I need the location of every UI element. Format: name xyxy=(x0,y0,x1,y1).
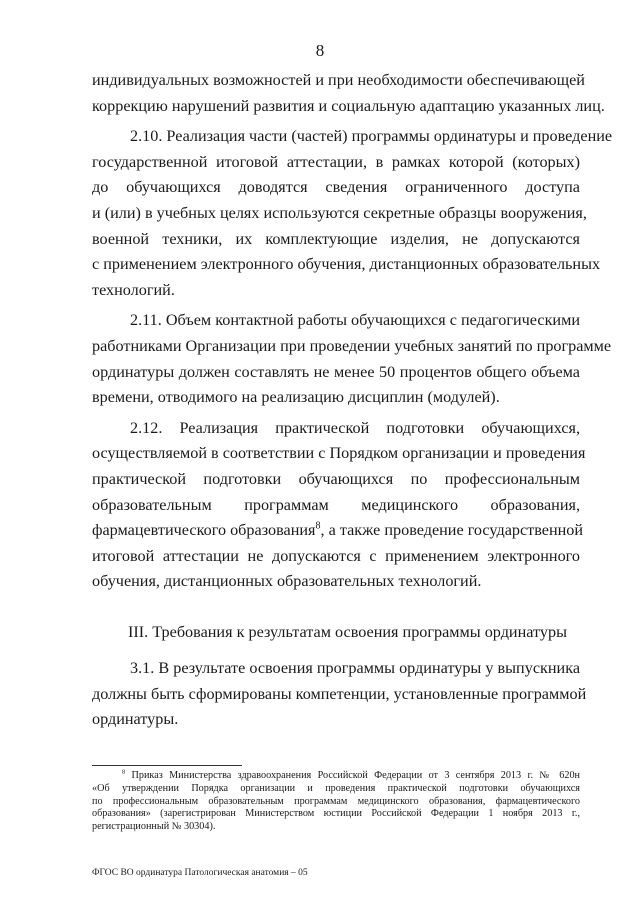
text-line: 2.11. Объем контактной работы обучающихся с педагогическими xyxy=(130,311,580,330)
text-line: времени, отводимого на реализацию дисциплин (модулей). xyxy=(92,388,500,407)
paragraph-continuation xyxy=(92,68,605,119)
text-line: 2.10. Реализация части (частей) программы ординатуры и проведение xyxy=(130,127,613,146)
paragraph-3-1 xyxy=(92,656,587,733)
text-line: военной техники, их комплектующие изделия, не допускаются xyxy=(92,229,580,248)
text-line: государственной итоговой аттестации, в рамках которой (которых) xyxy=(92,152,580,171)
page-number: 8 xyxy=(315,41,325,60)
text-line: технологий. xyxy=(92,280,175,299)
text-line: практической подготовки обучающихся по профессиональным xyxy=(92,469,580,488)
text-line: ординатуры. xyxy=(92,710,179,729)
text-fragment: Приказ Министерства здравоохранения Российской Федерации от 3 сентября 2013 г. № 620н xyxy=(125,770,580,781)
text-line: до обучающихся доводятся сведения ограниченного доступа xyxy=(92,178,580,197)
text-line: ординатуры должен составлять не менее 50 процентов общего объема xyxy=(92,362,580,381)
footnote-reference[interactable]: 8 xyxy=(315,520,321,532)
text-fragment: фармацевтического образования xyxy=(92,521,316,540)
body-text xyxy=(92,68,613,595)
text-line: работниками Организации при проведении учебных занятий по программе xyxy=(92,336,612,355)
footnote-divider xyxy=(92,765,242,766)
section-heading: III. Требования к результатам освоения программы ординатуры xyxy=(128,623,567,641)
text-line: образовательным программам медицинского образования, xyxy=(92,495,580,514)
text-fragment: , а также проведение государственной xyxy=(320,521,584,540)
paragraph-2-10 xyxy=(92,124,613,303)
footnote-line xyxy=(92,770,580,783)
footnote xyxy=(92,770,580,834)
text-line: с применением электронного обучения, дистанционных образовательных xyxy=(92,255,601,274)
paragraph-2-12 xyxy=(92,416,586,595)
footnote-line: образования» (зарегистрирован Министерством юстиции Российской Федерации 1 ноября 2013 г., xyxy=(92,808,580,820)
text-line: итоговой аттестации не допускаются с применением электронного xyxy=(92,546,580,565)
paragraph-2-11 xyxy=(92,308,612,410)
page-footer: ФГОС ВО ординатура Патологическая анатомия – 05 xyxy=(92,868,308,878)
text-line: осуществляемой в соответствии с Порядком организации и проведения xyxy=(92,444,586,463)
footnote-line: по профессиональным образовательным программам медицинского образования, фармацевтического xyxy=(92,795,580,807)
text-line: индивидуальных возможностей и при необходимости обеспечивающей xyxy=(92,71,585,89)
text-line: и (или) в учебных целях используются секретные образцы вооружения, xyxy=(92,203,587,222)
text-line: обучения, дистанционных образовательных технологий. xyxy=(92,572,482,591)
footnote-line: регистрационный № 30304). xyxy=(92,821,216,833)
footnote-number: 8 xyxy=(122,768,126,776)
text-line: должны быть сформированы компетенции, установленные программой xyxy=(92,684,587,703)
text-line: коррекцию нарушений развития и социальную адаптацию указанных лиц. xyxy=(92,96,605,115)
footnote-line: «Об утверждении Порядка организации и проведения практической подготовки обучающихся xyxy=(92,782,580,794)
text-line: 3.1. В результате освоения программы ординатуры у выпускника xyxy=(130,659,580,677)
text-line: 2.12. Реализация практической подготовки обучающихся, xyxy=(130,418,580,437)
text-line xyxy=(92,518,584,544)
